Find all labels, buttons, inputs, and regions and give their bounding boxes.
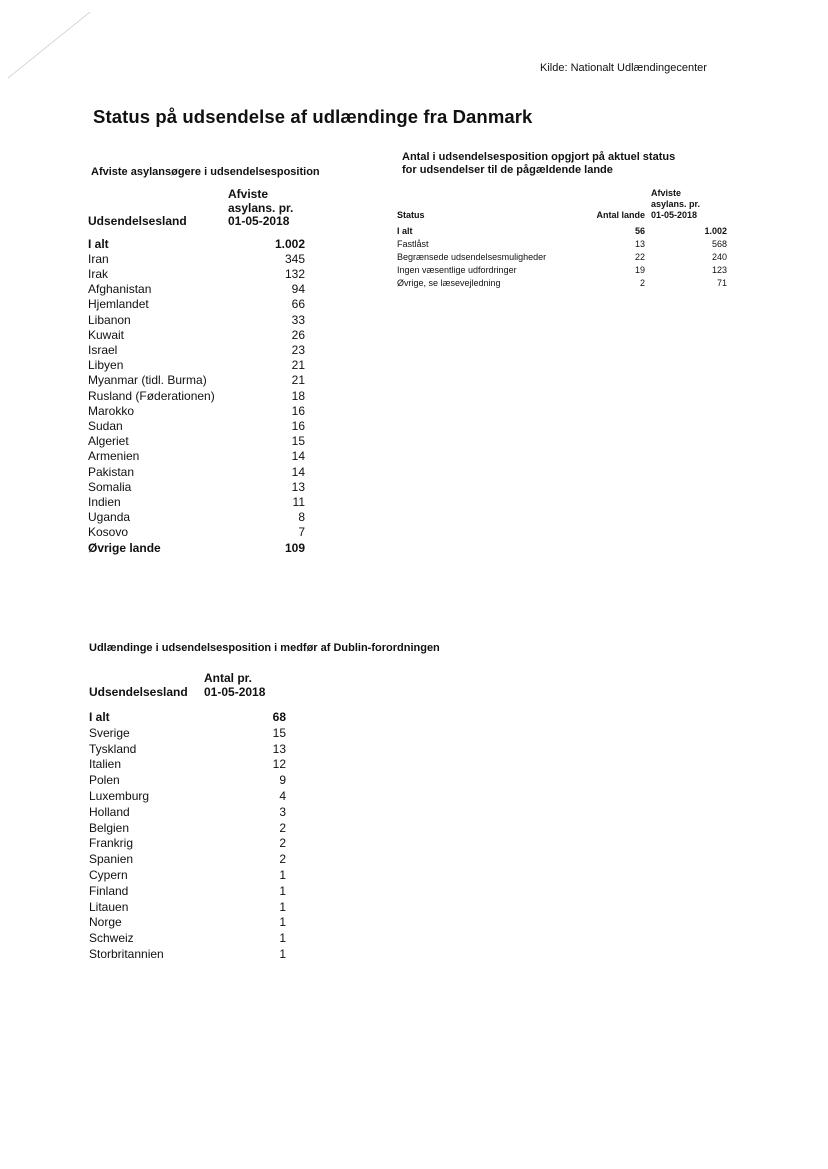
row-country: Hjemlandet xyxy=(88,297,149,312)
table-row xyxy=(397,251,727,264)
scan-corner-mark xyxy=(0,0,120,90)
table3-header-row xyxy=(89,671,286,710)
row-count: 68 xyxy=(272,710,286,724)
row-count: 1 xyxy=(279,915,286,930)
table-row xyxy=(89,947,286,963)
row-count: 71 xyxy=(716,278,727,288)
row-count: 15 xyxy=(291,434,305,449)
table-row xyxy=(88,343,305,358)
table1-col-count-line1: Afviste xyxy=(228,187,269,201)
table-row xyxy=(88,358,305,373)
row-count: 16 xyxy=(291,403,305,418)
row-count: 1 xyxy=(279,946,286,961)
table1-header-row xyxy=(88,188,305,237)
row-count: 94 xyxy=(291,282,305,297)
table-row xyxy=(89,757,286,773)
row-country: Tyskland xyxy=(89,741,137,756)
table-row xyxy=(88,434,305,449)
row-country: Afghanistan xyxy=(88,282,152,297)
row-country: Iran xyxy=(88,251,109,266)
row-country: Indien xyxy=(88,494,121,509)
row-country: Holland xyxy=(89,804,130,819)
rejected-asylum-table xyxy=(88,188,305,556)
page-title: Status på udsendelse af udlændinge fra Danmark xyxy=(93,106,533,127)
row-count: 2 xyxy=(279,836,286,851)
row-country: Irak xyxy=(88,266,109,281)
row-country: Somalia xyxy=(88,479,132,494)
row-country: Storbritannien xyxy=(89,946,164,961)
table2-heading-line1: Antal i udsendelsesposition opgjort på aktuel status xyxy=(402,151,676,163)
table-row xyxy=(88,480,305,495)
table-row xyxy=(89,836,286,852)
table-row xyxy=(89,852,286,868)
table-row xyxy=(89,773,286,789)
row-country: Polen xyxy=(89,773,120,788)
row-count: 1 xyxy=(279,899,286,914)
row-count: 9 xyxy=(279,773,286,788)
row-country: Finland xyxy=(89,883,129,898)
table-row xyxy=(89,821,286,837)
row-status: Begrænsede udsendelsesmuligheder xyxy=(397,252,547,262)
table1-col-count xyxy=(228,188,305,237)
row-country: Italien xyxy=(89,757,122,772)
row-country: I alt xyxy=(88,236,109,251)
row-country: Norge xyxy=(89,915,122,930)
row-countries: 2 xyxy=(639,278,645,288)
table-row xyxy=(88,373,305,388)
row-count: 14 xyxy=(291,449,305,464)
table-row xyxy=(88,282,305,297)
row-country: Belgien xyxy=(89,820,130,835)
row-count: 2 xyxy=(279,820,286,835)
table-row xyxy=(89,805,286,821)
table-row xyxy=(88,252,305,267)
row-count: 18 xyxy=(291,388,305,403)
table2-heading xyxy=(402,151,675,177)
row-count: 3 xyxy=(279,804,286,819)
row-country: I alt xyxy=(89,710,110,724)
row-country: Pakistan xyxy=(88,464,135,479)
row-count: 109 xyxy=(284,540,305,555)
table-row xyxy=(88,419,305,434)
row-status: Ingen væsentlige udfordringer xyxy=(397,265,517,275)
table-row xyxy=(89,915,286,931)
table-row xyxy=(88,541,305,556)
table1-heading: Afviste asylansøgere i udsendelsesposition xyxy=(91,166,320,178)
table3-col-count xyxy=(204,671,286,710)
row-count: 13 xyxy=(272,741,286,756)
row-count: 240 xyxy=(711,252,727,262)
table-row xyxy=(88,510,305,525)
table-row xyxy=(397,277,727,290)
table-row xyxy=(89,868,286,884)
table1-col-count-line2: asylans. pr. xyxy=(228,200,294,215)
row-country: Spanien xyxy=(89,852,134,867)
row-count: 568 xyxy=(711,239,727,249)
table1-col-country: Udsendelsesland xyxy=(88,214,187,228)
table-row xyxy=(397,264,727,277)
row-country: Armenien xyxy=(88,449,140,464)
row-country: Libyen xyxy=(88,358,124,373)
table2-col-count xyxy=(645,188,727,225)
table2-col-count-line3: 01-05-2018 xyxy=(651,210,698,220)
table-row xyxy=(397,225,727,238)
table-row xyxy=(88,495,305,510)
row-count: 132 xyxy=(284,266,305,281)
row-count: 21 xyxy=(291,373,305,388)
source-note: Kilde: Nationalt Udlændingecenter xyxy=(540,62,707,74)
row-count: 66 xyxy=(291,297,305,312)
row-count: 12 xyxy=(272,757,286,772)
table-row xyxy=(88,389,305,404)
table-row xyxy=(88,237,305,252)
row-country: Algeriet xyxy=(88,434,129,449)
table-row xyxy=(88,267,305,282)
table3-col-count-line2: 01-05-2018 xyxy=(204,685,266,699)
table-row xyxy=(88,297,305,312)
table1-col-count-line3: 01-05-2018 xyxy=(228,214,290,228)
table-row xyxy=(88,525,305,540)
row-countries: 13 xyxy=(634,239,645,249)
row-country: Libanon xyxy=(88,312,131,327)
table-row xyxy=(89,884,286,900)
row-countries: 56 xyxy=(634,226,645,236)
table2-header-row xyxy=(397,188,727,225)
row-status: Øvrige, se læsevejledning xyxy=(397,278,501,288)
status-table xyxy=(397,188,727,290)
table-row xyxy=(89,931,286,947)
row-count: 2 xyxy=(279,852,286,867)
row-status: I alt xyxy=(397,226,413,236)
row-countries: 22 xyxy=(634,252,645,262)
table-row xyxy=(88,449,305,464)
row-country: Øvrige lande xyxy=(88,540,161,555)
table2-col-status: Status xyxy=(397,210,425,220)
table-row xyxy=(89,900,286,916)
row-count: 1.002 xyxy=(274,236,305,251)
table2-col-countries: Antal lande xyxy=(596,210,645,220)
row-count: 14 xyxy=(291,464,305,479)
table-row xyxy=(89,726,286,742)
row-status: Fastlåst xyxy=(397,239,429,249)
table-row xyxy=(89,789,286,805)
row-country: Kosovo xyxy=(88,525,129,540)
row-country: Israel xyxy=(88,342,118,357)
row-count: 26 xyxy=(291,327,305,342)
row-country: Luxemburg xyxy=(89,788,150,803)
row-count: 16 xyxy=(291,418,305,433)
table3-col-count-line1: Antal pr. xyxy=(204,671,253,685)
table-row xyxy=(88,465,305,480)
row-country: Kuwait xyxy=(88,327,125,342)
row-country: Schweiz xyxy=(89,931,134,946)
row-country: Rusland (Føderationen) xyxy=(88,388,215,403)
table2-col-count-line1: Afviste xyxy=(651,188,682,198)
table-row xyxy=(89,742,286,758)
row-country: Sudan xyxy=(88,418,123,433)
table2-col-count-line2: asylans. pr. xyxy=(651,199,701,209)
row-count: 345 xyxy=(284,251,305,266)
row-count: 13 xyxy=(291,479,305,494)
row-country: Cypern xyxy=(89,867,128,882)
row-count: 8 xyxy=(298,510,305,525)
row-count: 123 xyxy=(711,265,727,275)
row-count: 1.002 xyxy=(704,226,727,236)
table-row xyxy=(89,710,286,726)
table3-col-country: Udsendelsesland xyxy=(89,685,188,699)
row-count: 1 xyxy=(279,931,286,946)
row-count: 21 xyxy=(291,358,305,373)
row-count: 7 xyxy=(298,525,305,540)
table-row xyxy=(88,313,305,328)
row-count: 4 xyxy=(279,788,286,803)
row-count: 1 xyxy=(279,867,286,882)
row-country: Frankrig xyxy=(89,836,134,851)
row-count: 11 xyxy=(292,494,305,509)
row-country: Litauen xyxy=(89,899,129,914)
row-count: 1 xyxy=(279,883,286,898)
row-country: Uganda xyxy=(88,510,131,525)
row-country: Sverige xyxy=(89,725,130,740)
row-count: 33 xyxy=(291,312,305,327)
row-count: 23 xyxy=(291,342,305,357)
dublin-table xyxy=(89,671,286,963)
row-countries: 19 xyxy=(634,265,645,275)
row-country: Myanmar (tidl. Burma) xyxy=(88,373,207,388)
row-country: Marokko xyxy=(88,403,135,418)
table-row xyxy=(397,238,727,251)
table2-heading-line2: for udsendelser til de pågældende lande xyxy=(402,164,613,176)
table3-heading: Udlændinge i udsendelsesposition i medfør af Dublin-forordningen xyxy=(89,642,440,654)
table-row xyxy=(88,404,305,419)
table-row xyxy=(88,328,305,343)
row-count: 15 xyxy=(272,725,286,740)
